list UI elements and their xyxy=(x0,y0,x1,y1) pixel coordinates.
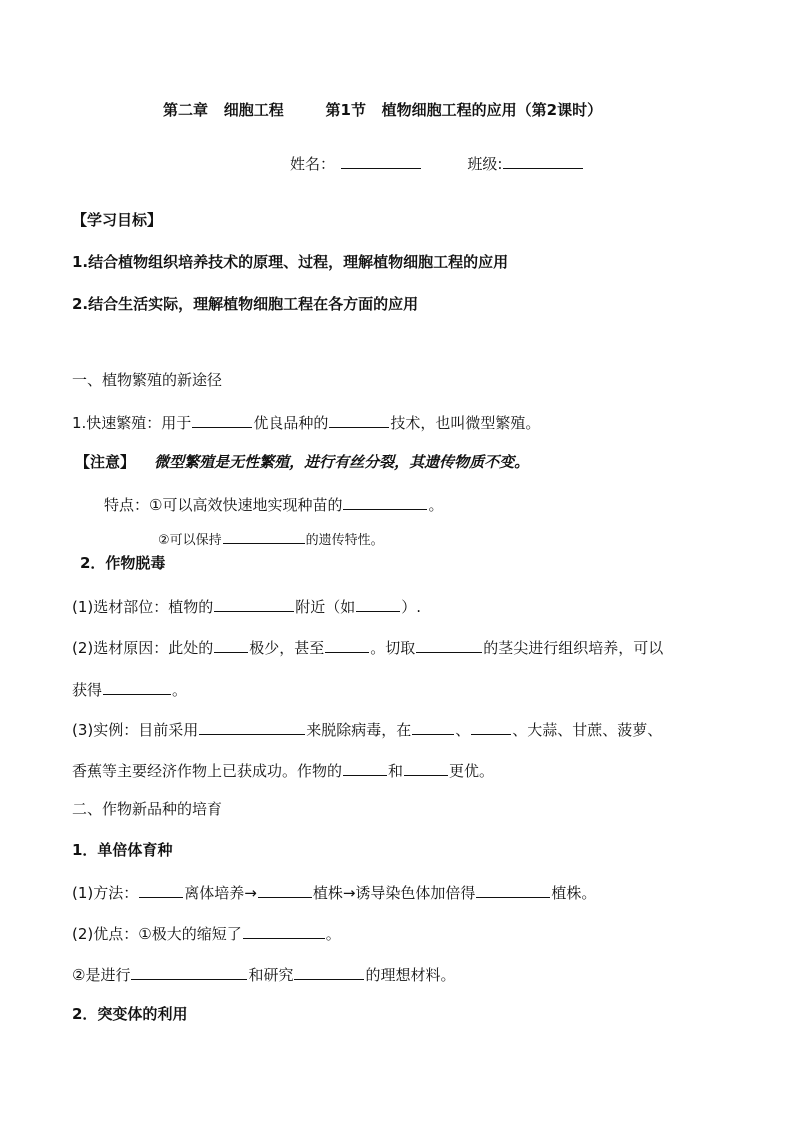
objective-1: 1.结合植物组织培养技术的原理、过程，理解植物细胞工程的应用 xyxy=(72,253,509,271)
text: 极少，甚至 xyxy=(249,639,325,657)
class-field[interactable] xyxy=(503,152,583,169)
blank-field[interactable] xyxy=(404,759,448,776)
blank-field[interactable] xyxy=(131,963,247,980)
text: 和研究 xyxy=(248,966,294,984)
objective-2: 2.结合生活实际，理解植物细胞工程在各方面的应用 xyxy=(72,295,419,313)
blank-field[interactable] xyxy=(294,963,364,980)
blank-field[interactable] xyxy=(214,595,294,612)
blank-field[interactable] xyxy=(329,411,389,428)
method-line xyxy=(72,881,596,903)
text: 优良品种的 xyxy=(253,414,329,432)
detox-line-2 xyxy=(72,636,663,658)
text: (2)优点：①极大的缩短了 xyxy=(72,925,242,943)
text: 。 xyxy=(325,925,341,943)
text: 附近（如 xyxy=(295,598,356,616)
blank-field[interactable] xyxy=(223,527,305,544)
blank-field[interactable] xyxy=(476,881,550,898)
blank-field[interactable] xyxy=(199,718,305,735)
blank-field[interactable] xyxy=(103,678,171,695)
blank-field[interactable] xyxy=(214,636,248,653)
text: 1.快速繁殖：用于 xyxy=(72,414,192,432)
blank-field[interactable] xyxy=(243,922,325,939)
mutant-heading: 2．突变体的利用 xyxy=(72,1005,188,1023)
text: (1)选材部位：植物的 xyxy=(72,598,214,616)
blank-field[interactable] xyxy=(325,636,369,653)
blank-field[interactable] xyxy=(139,881,183,898)
detox-line-3 xyxy=(72,718,662,740)
blank-field[interactable] xyxy=(416,636,482,653)
text: 更优。 xyxy=(449,762,495,780)
detox-line-2b xyxy=(72,678,187,700)
text: 的茎尖进行组织培养，可以 xyxy=(483,639,664,657)
text: 。切取 xyxy=(370,639,416,657)
text: 和 xyxy=(388,762,404,780)
text: (3)实例：目前采用 xyxy=(72,721,199,739)
feature-line-1 xyxy=(104,493,443,515)
text: 。 xyxy=(172,681,188,699)
chapter-label: 第二章 xyxy=(163,101,209,119)
blank-field[interactable] xyxy=(412,718,454,735)
section-word: 节 xyxy=(350,101,366,119)
text: 、大蒜、甘蔗、菠萝、 xyxy=(512,721,663,739)
name-field[interactable] xyxy=(341,152,421,169)
text: 离体培养→ xyxy=(184,884,257,902)
text: 。 xyxy=(428,496,444,514)
text: 香蕉等主要经济作物上已获成功。作物的 xyxy=(72,762,343,780)
detox-line-3b xyxy=(72,759,494,781)
section-title: 植物细胞工程的应用（第 xyxy=(381,101,547,119)
part1-heading: 一、植物繁殖的新途径 xyxy=(72,371,223,389)
text: 特点：①可以高效快速地实现种苗的 xyxy=(104,496,343,514)
text: ）. xyxy=(401,598,422,616)
objectives-heading: 【学习目标】 xyxy=(72,211,163,229)
section-number: 1 xyxy=(340,101,351,119)
name-class-row xyxy=(290,152,584,174)
blank-field[interactable] xyxy=(343,759,387,776)
blank-field[interactable] xyxy=(192,411,252,428)
note-text: 微型繁殖是无性繁殖，进行有丝分裂，其遗传物质不变。 xyxy=(154,453,530,471)
period-tail: 课时） xyxy=(557,101,603,119)
name-label: 姓名： xyxy=(290,155,336,173)
text: 植株→诱导染色体加倍得 xyxy=(312,884,476,902)
detox-line-1 xyxy=(72,595,421,617)
chapter-title: 细胞工程 xyxy=(223,101,284,119)
text: 获得 xyxy=(72,681,103,699)
blank-field[interactable] xyxy=(471,718,511,735)
text: 的遗传特性。 xyxy=(305,533,384,548)
advantage-line-1 xyxy=(72,922,341,944)
advantage-line-2 xyxy=(72,963,455,985)
haploid-heading: 1．单倍体育种 xyxy=(72,841,173,859)
text: ②可以保持 xyxy=(158,533,222,548)
text: 、 xyxy=(455,721,471,739)
feature-line-2 xyxy=(158,527,384,551)
note-line xyxy=(75,452,529,472)
page-title xyxy=(163,100,602,120)
period-number: 2 xyxy=(546,101,558,119)
blank-field[interactable] xyxy=(258,881,312,898)
blank-field[interactable] xyxy=(356,595,400,612)
fast-propagation-line xyxy=(72,411,540,433)
blank-field[interactable] xyxy=(343,493,427,510)
text: (2)选材原因：此处的 xyxy=(72,639,214,657)
class-label: 班级: xyxy=(467,155,503,173)
part2-heading: 二、作物新品种的培育 xyxy=(72,800,223,818)
text: 植株。 xyxy=(551,884,597,902)
text: (1)方法： xyxy=(72,884,139,902)
text: 技术，也叫微型繁殖。 xyxy=(390,414,541,432)
text: 的理想材料。 xyxy=(365,966,456,984)
text: 来脱除病毒，在 xyxy=(306,721,412,739)
detox-heading: 2．作物脱毒 xyxy=(80,554,166,572)
section-prefix: 第 xyxy=(325,101,341,119)
note-label: 【注意】 xyxy=(75,453,136,471)
text: ②是进行 xyxy=(72,966,131,984)
